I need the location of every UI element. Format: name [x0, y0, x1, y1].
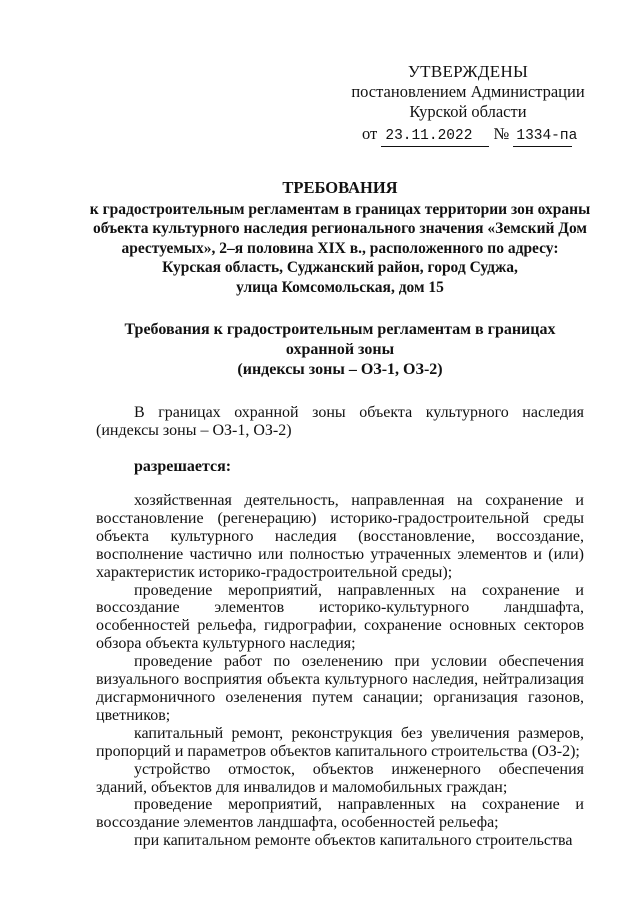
list-item: при капитальном ремонте объектов капитального строительства: [134, 832, 573, 850]
approval-date-line: [348, 124, 588, 147]
allowed-label: разрешается:: [134, 458, 232, 475]
list-item: капитальный ремонт, реконструкция без увеличения размеров, пропорций и параметров объектов капитального строительства (ОЗ-2);: [96, 724, 584, 760]
title-line-3: арестуемых», 2–я половина XIX в., расположенного по адресу:: [121, 239, 559, 257]
allowed-list: [96, 492, 584, 850]
list-item: проведение мероприятий, направленных на сохранение и воссоздание элементов историко-культурного ландшафта, особенностей рельефа, гидрографии, сохранение основных секторов обзора объекта культурного наследия;: [96, 581, 584, 653]
approval-line-1: постановлением Администрации: [351, 82, 585, 101]
intro-paragraph: [96, 404, 584, 440]
title-main: ТРЕБОВАНИЯ: [282, 178, 398, 197]
list-item: проведение работ по озеленению при условии обеспечения визуального восприятия объекта культурного наследия, нейтрализация дисгармоничного озеленения путем санации; организация газонов, цветников;: [96, 653, 584, 724]
approval-stamp: [348, 62, 588, 147]
subtitle-line-2: охранной зоны: [285, 341, 395, 358]
list-item: устройство отмосток, объектов инженерного обеспечения зданий, объектов для инвалидов и маломобильных граждан;: [96, 760, 584, 796]
date-prefix: от: [362, 124, 378, 143]
approval-number: 1334-па: [513, 126, 572, 147]
title-line-5: улица Комсомольская, дом 15: [236, 278, 444, 296]
list-item: хозяйственная деятельность, направленная на сохранение и восстановление (регенерацию) историко-градостроительной среды объекта культурного наследия (восстановление, воссоздание, восполнение частично или полностью утраченных элементов и (или) характеристик историко-градостроительной среды);: [96, 492, 584, 581]
approval-line-2: Курской области: [409, 102, 527, 121]
title-line-2: объекта культурного наследия регионального значения «Земский Дом: [93, 220, 587, 237]
document-title: [80, 178, 600, 297]
title-line-1: к градостроительным регламентам в границах территории зон охраны: [89, 200, 591, 218]
approval-date: 23.11.2022: [381, 126, 489, 147]
title-line-4: Курская область, Суджанский район, город Суджа,: [162, 259, 518, 276]
subtitle-line-1: Требования к градостроительным регламентам в границах: [124, 321, 556, 338]
list-item: проведение мероприятий, направленных на сохранение и воссоздание элементов ландшафта, особенностей рельефа;: [96, 796, 584, 832]
section-subtitle: [110, 320, 570, 380]
approval-heading: УТВЕРЖДЕНЫ: [407, 62, 529, 81]
subtitle-line-3: (индексы зоны – ОЗ-1, ОЗ-2): [237, 361, 443, 378]
intro-text: В границах охранной зоны объекта культурного наследия (индексы зоны – ОЗ-1, ОЗ-2): [96, 404, 584, 439]
number-sign: №: [493, 124, 510, 143]
